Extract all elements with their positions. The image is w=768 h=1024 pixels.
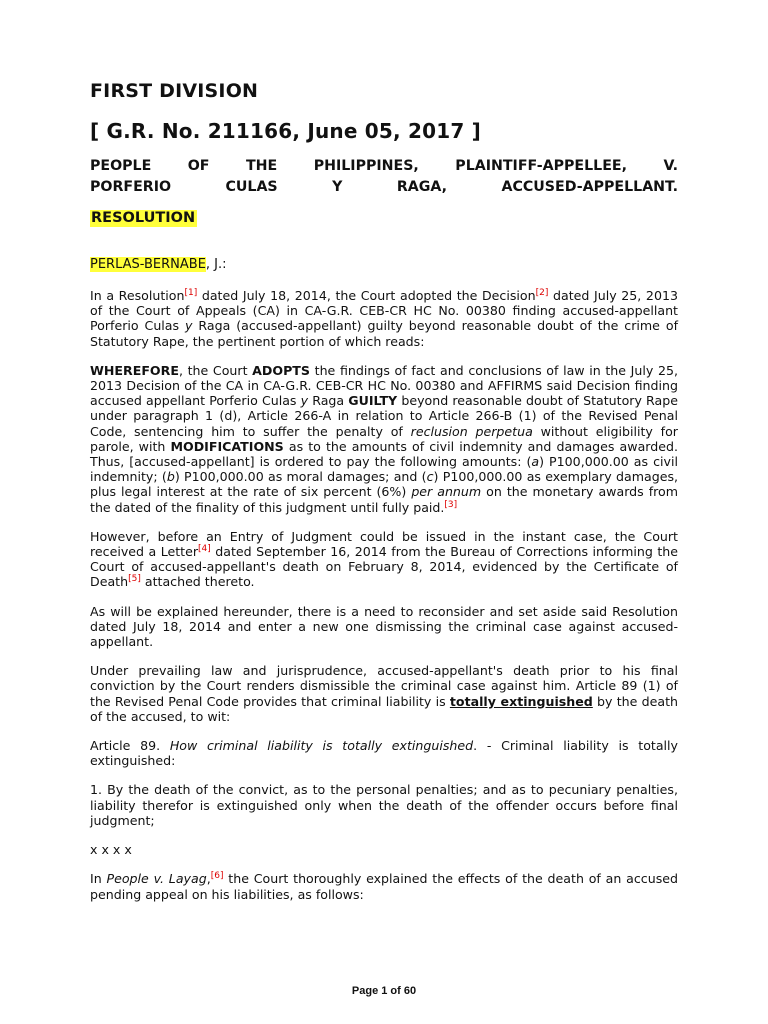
division-heading: FIRST DIVISION xyxy=(90,80,259,102)
footnote-ref[interactable]: [3] xyxy=(444,499,458,510)
party-word: RAGA, xyxy=(396,179,448,195)
paragraph: WHEREFORE, the Court ADOPTS the findings of fact and conclusions of law in the July 25, 2013 Decision of the CA in CA-G.R. CEB-CR HC No. 00380 and AFFIRMS said Decision finding accused appellant Porferio Culas y Raga GUILTY beyond reasonable doubt of Statutory Rape under paragraph 1 (d), Article 266-A in relation to Article 266-B (1) of the Revised Penal Code, sentencing him to suffer the penalty of reclusion perpetua without eligibility for parole, with MODIFICATIONS as to the amounts of civil indemnity and damages awarded. Thus, [accused-appellant] is ordered to pay the following amounts: (a) P100,000.00 as civil indemnity; (b) P100,000.00 as moral damages; and (c) P100,000.00 as exemplary damages, plus legal interest at the rate of six percent (6%) per annum on the monetary awards from the dated of the finality of this judgment until fully paid.[3] xyxy=(90,362,679,515)
party-word: PEOPLE xyxy=(90,158,152,174)
page-number: Page 1 of 60 xyxy=(351,985,417,997)
party-word: THE xyxy=(245,158,278,174)
party-word: V. xyxy=(663,158,678,174)
footnote-ref[interactable]: [2] xyxy=(535,288,549,298)
paragraph: However, before an Entry of Judgment could be issued in the instant case, the Court received a Letter[4] dated September 16, 2014 from the Bureau of Corrections informing the Court of accused-appellant's death on February 8, 2014, evidenced by the Certificate of Death[5] attached thereto. xyxy=(90,528,678,590)
party-word: CULAS xyxy=(225,179,278,195)
resolution-heading: RESOLUTION xyxy=(91,210,196,226)
document-body xyxy=(90,288,678,916)
case-parties xyxy=(90,156,678,198)
paragraph: x x x x xyxy=(90,842,132,858)
footnote-ref[interactable]: [1] xyxy=(184,288,198,298)
page-footer xyxy=(0,985,768,997)
party-word: PORFERIO xyxy=(90,179,172,195)
footnote-ref[interactable]: [4] xyxy=(198,544,211,555)
paragraph: Article 89. How criminal liability is totally extinguished. - Criminal liability is totally extinguished: xyxy=(90,738,679,769)
case-number-heading: [ G.R. No. 211166, June 05, 2017 ] xyxy=(90,119,481,143)
paragraph: In People v. Layag,[6] the Court thoroughly explained the effects of the death of an accused pending appeal on his liabilities, as follows: xyxy=(90,871,679,902)
party-word: PHILIPPINES, xyxy=(313,158,419,174)
footnote-ref[interactable]: [6] xyxy=(210,871,224,882)
ponente-line xyxy=(90,257,227,272)
party-word: Y xyxy=(332,179,343,195)
paragraph: As will be explained hereunder, there is a need to reconsider and set aside said Resolution dated July 18, 2014 and enter a new one dismissing the criminal case against accused-appellant. xyxy=(90,603,678,650)
paragraph: 1. By the death of the convict, as to the personal penalties; and as to pecuniary penalties, liability therefor is extinguished only when the death of the offender occurs before final judgment; xyxy=(90,782,678,828)
party-word: OF xyxy=(187,158,210,174)
ponente-name: PERLAS-BERNABE xyxy=(90,257,206,272)
footnote-ref[interactable]: [5] xyxy=(128,574,141,585)
party-word: PLAINTIFF-APPELLEE, xyxy=(455,158,627,174)
paragraph: Under prevailing law and jurisprudence, accused-appellant's death prior to his final conviction by the Court renders dismissible the criminal case against him. Article 89 (1) of the Revised Penal Code provides that criminal liability is totally extinguished by the death of the accused, to wit: xyxy=(90,663,679,724)
party-word: ACCUSED-APPELLANT. xyxy=(501,179,678,195)
ponente-suffix: , J.: xyxy=(205,257,227,272)
paragraph: In a Resolution[1] dated July 18, 2014, the Court adopted the Decision[2] dated July 25, 2013 of the Court of Appeals (CA) in CA-G.R. CEB-CR HC No. 00380 finding accused-appellant Porferio Culas y Raga (accused-appellant) guilty beyond reasonable doubt of the crime of Statutory Rape, the pertinent portion of which reads: xyxy=(90,288,678,349)
